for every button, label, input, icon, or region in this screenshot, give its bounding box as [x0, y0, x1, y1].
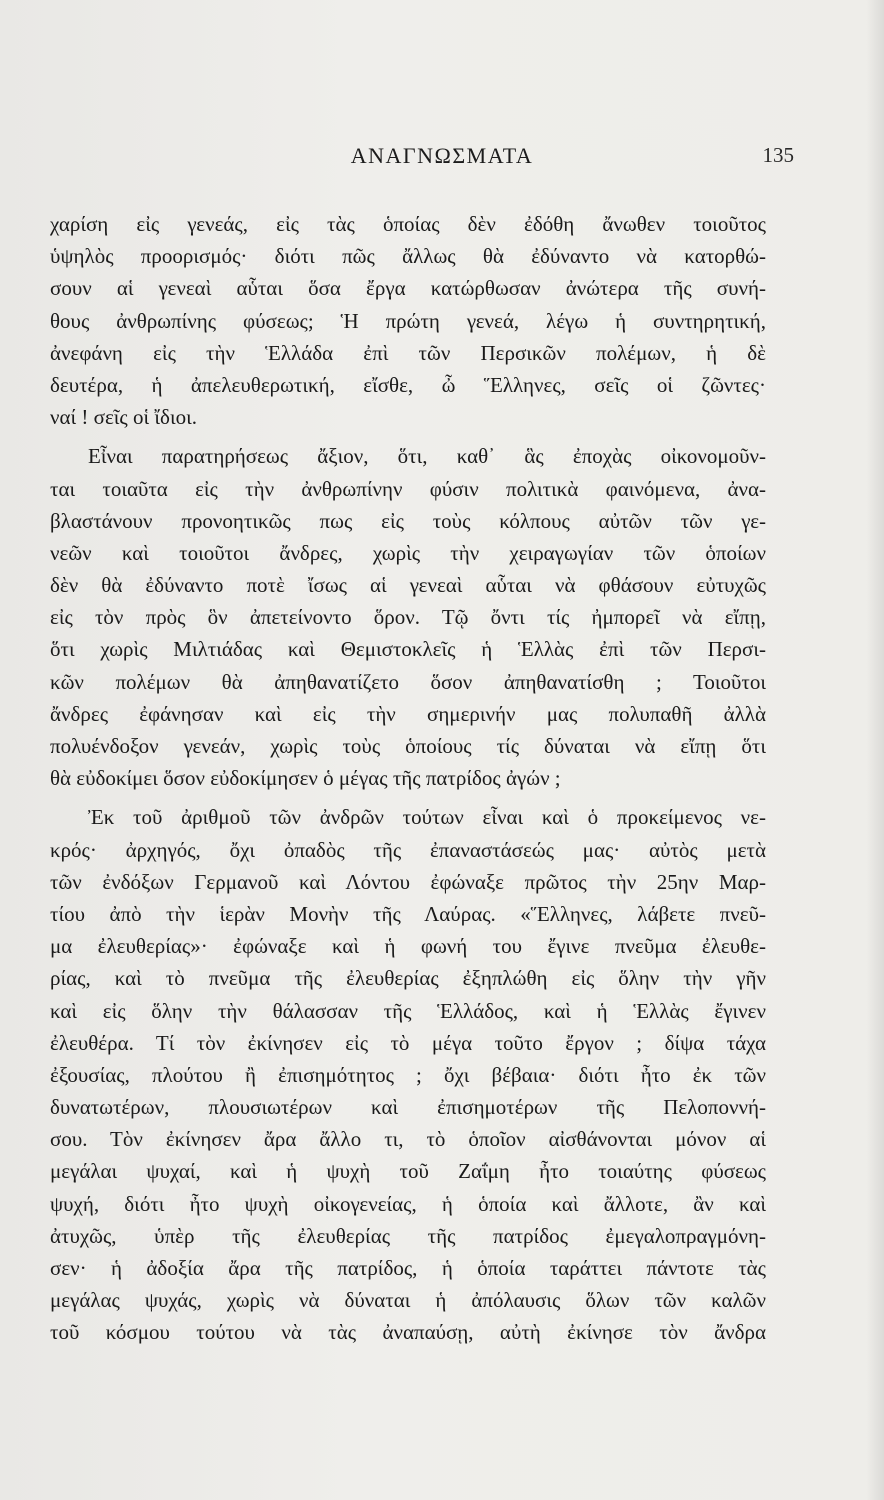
text-line: σουν αἱ γενεαὶ αὗται ὅσα ἔργα κατώρθωσαν ἀνώτερα τῆς συνή-: [50, 276, 766, 301]
text-line: τίου ἀπὸ τὴν ἱερὰν Μονὴν τῆς Λαύρας. «Ἕλληνες, λάβετε πνεῦ-: [50, 901, 766, 926]
text-line: ται τοιαῦτα εἰς τὴν ἀνθρωπίνην φύσιν πολιτικὰ φαινόμενα, ἀνα-: [50, 476, 766, 501]
text-line: καὶ εἰς ὅλην τὴν θάλασσαν τῆς Ἑλλάδος, καὶ ἡ Ἑλλὰς ἔγινεν: [50, 998, 766, 1023]
text-line: Ἐκ τοῦ ἀριθμοῦ τῶν ἀνδρῶν τούτων εἶναι καὶ ὁ προκείμενος νε-: [88, 805, 766, 830]
text-line: θους ἀνθρωπίνης φύσεως; Ἡ πρώτη γενεά, λέγω ἡ συντηρητική,: [50, 308, 766, 333]
text-line: μα ἐλευθερίας»· ἐφώναξε καὶ ἡ φωνή του ἔγινε πνεῦμα ἐλευθε-: [50, 934, 766, 959]
text-line: εἰς τὸν πρὸς ὃν ἀπετείνοντο ὅρον. Τῷ ὄντι τίς ἠμπορεῖ νὰ εἴπῃ,: [50, 605, 766, 630]
text-line: ἐξουσίας, πλούτου ἢ ἐπισημότητος ; ὄχι βέβαια· διότι ἦτο ἐκ τῶν: [50, 1062, 766, 1087]
text-line: δυνατωτέρων, πλουσιωτέρων καὶ ἐπισημοτέρων τῆς Πελοποννή-: [50, 1095, 766, 1120]
text-line: ρίας, καὶ τὸ πνεῦμα τῆς ἐλευθερίας ἐξηπλώθη εἰς ὅλην τὴν γῆν: [50, 966, 766, 991]
page-edge-shadow: [866, 0, 884, 1500]
text-line: Εἶναι παρατηρήσεως ἄξιον, ὅτι, καθ᾽ ἃς ἐποχὰς οἰκονομοῦν-: [88, 444, 766, 469]
text-line: τοῦ κόσμου τούτου νὰ τὰς ἀναπαύσῃ, αὐτὴ ἐκίνησε τὸν ἄνδρα: [50, 1320, 766, 1345]
running-title: ΑΝΑΓΝΩΣΜΑΤΑ: [350, 143, 534, 168]
text-line: τῶν ἐνδόξων Γερμανοῦ καὶ Λόντου ἐφώναξε πρῶτος τὴν 25ην Μαρ-: [50, 869, 766, 894]
text-line: δευτέρα, ἡ ἀπελευθερωτική, εἴσθε, ὦ Ἕλληνες, σεῖς οἱ ζῶντες·: [50, 372, 766, 397]
text-line: μεγάλας ψυχάς, χωρὶς νὰ δύναται ἡ ἀπόλαυσις ὅλων τῶν καλῶν: [50, 1288, 766, 1313]
text-line: ἐλευθέρα. Τί τὸν ἐκίνησεν εἰς τὸ μέγα τοῦτο ἔργον ; δίψα τάχα: [50, 1030, 766, 1055]
text-line: θὰ εὐδοκίμει ὅσον εὐδοκίμησεν ὁ μέγας τῆς πατρίδος ἀγών ;: [50, 766, 561, 791]
text-line: ἀνεφάνη εἰς τὴν Ἑλλάδα ἐπὶ τῶν Περσικῶν πολέμων, ἡ δὲ: [50, 340, 766, 365]
text-line: σεν· ἡ ἀδοξία ἄρα τῆς πατρίδος, ἡ ὁποία ταράττει πάντοτε τὰς: [50, 1256, 766, 1280]
text-line: ὅτι χωρὶς Μιλτιάδας καὶ Θεμιστοκλεῖς ἡ Ἑλλὰς ἐπὶ τῶν Περσι-: [50, 637, 766, 662]
text-line: ναί ! σεῖς οἱ ἴδιοι.: [50, 405, 197, 430]
text-line: πολυένδοξον γενεάν, χωρὶς τοὺς ὁποίους τίς δύναται νὰ εἴπῃ ὅτι: [50, 734, 766, 758]
text-body: [50, 208, 766, 1349]
text-line: βλαστάνουν προνοητικῶς πως εἰς τοὺς κόλπους αὐτῶν τῶν γε-: [50, 508, 766, 533]
page-number: 135: [762, 143, 794, 167]
text-line: κρός· ἀρχηγός, ὄχι ὀπαδὸς τῆς ἐπαναστάσεώς μας· αὐτὸς μετὰ: [50, 837, 766, 862]
text-line: κῶν πολέμων θὰ ἀπηθανατίζετο ὅσον ἀπηθανατίσθη ; Τοιοῦτοι: [50, 669, 766, 694]
text-line: μεγάλαι ψυχαί, καὶ ἡ ψυχὴ τοῦ Ζαΐμη ἦτο τοιαύτης φύσεως: [50, 1159, 766, 1184]
text-line: ψυχή, διότι ἦτο ψυχὴ οἰκογενείας, ἡ ὁποία καὶ ἄλλοτε, ἂν καὶ: [50, 1191, 766, 1216]
text-line: χαρίση εἰς γενεάς, εἰς τὰς ὁποίας δὲν ἐδόθη ἄνωθεν τοιοῦτος: [50, 212, 766, 236]
text-line: σου. Τὸν ἐκίνησεν ἄρα ἄλλο τι, τὸ ὁποῖον αἰσθάνονται μόνον αἱ: [50, 1127, 766, 1152]
text-line: δὲν θὰ ἐδύναντο ποτὲ ἴσως αἱ γενεαὶ αὗται νὰ φθάσουν εὐτυχῶς: [50, 573, 766, 598]
text-line: ἄνδρες ἐφάνησαν καὶ εἰς τὴν σημερινήν μας πολυπαθῆ ἀλλὰ: [50, 701, 766, 726]
paragraph: [50, 801, 766, 1348]
paragraph: [50, 208, 766, 433]
text-line: ἀτυχῶς, ὑπὲρ τῆς ἐλευθερίας τῆς πατρίδος ἐμεγαλοπραγμόνη-: [50, 1223, 766, 1248]
paragraph: [50, 440, 766, 794]
text-line: ὑψηλὸς προορισμός· διότι πῶς ἄλλως θὰ ἐδύναντο νὰ κατορθώ-: [50, 244, 766, 269]
running-header: [0, 143, 884, 173]
text-line: νεῶν καὶ τοιοῦτοι ἄνδρες, χωρὶς τὴν χειραγωγίαν τῶν ὁποίων: [50, 540, 766, 565]
